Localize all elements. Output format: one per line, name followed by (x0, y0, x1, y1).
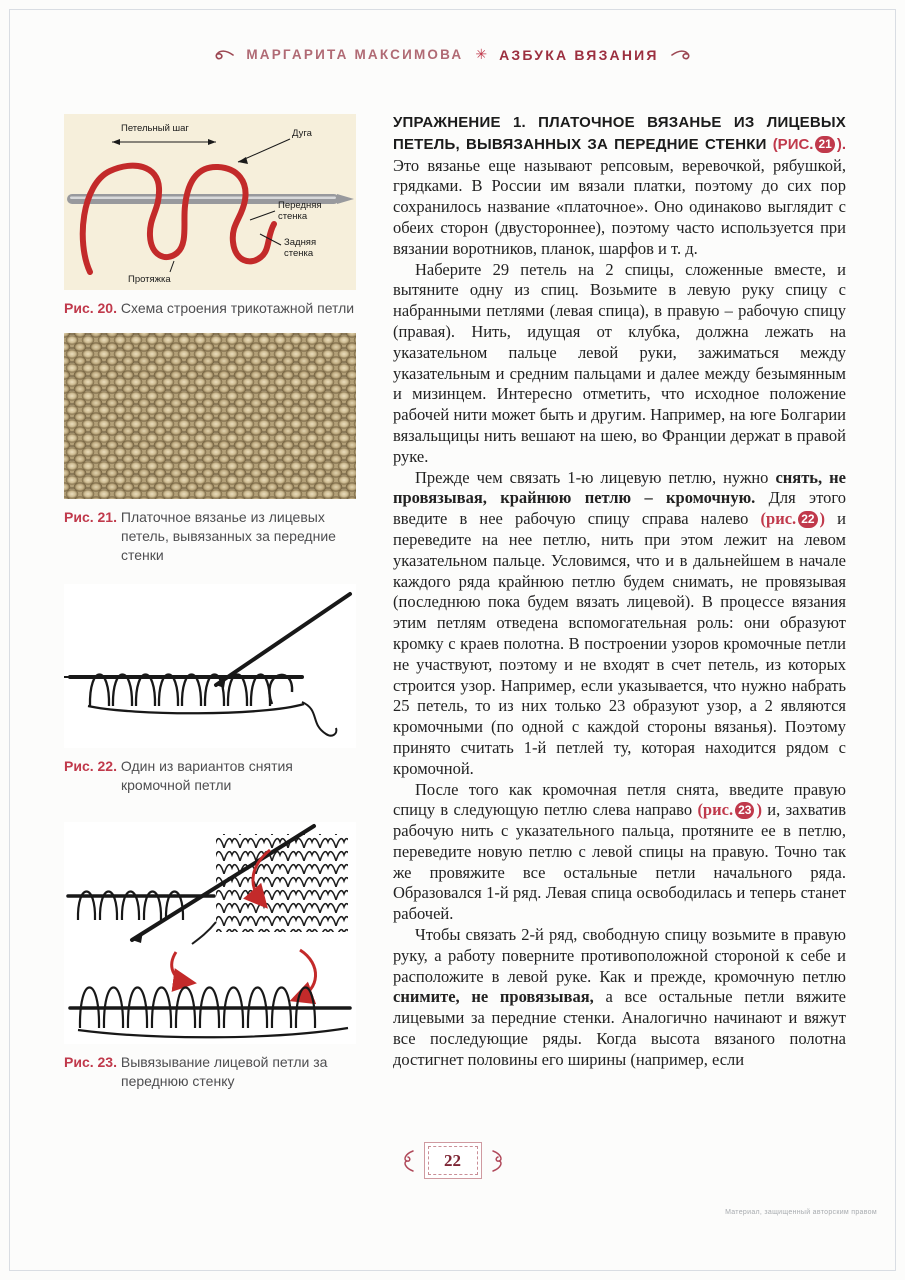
paragraph-5-text-1: Чтобы связать 2-й ряд, свободную спицу возьмите в правую руку, а работу поверните противоположной стороной к себе и расположите в левой руке. Как и прежде, кромочную петлю (393, 925, 846, 986)
knit-loop-diagram (64, 114, 356, 290)
label-arc: Дуга (292, 128, 312, 139)
header-asterisk-icon: ✳ (475, 46, 488, 62)
footer-flourish-right-icon (491, 1148, 509, 1174)
figure-21-caption-text: Платочное вязанье из лицевых петель, вывязанных за передние стенки (120, 509, 336, 563)
figure-ref-21-open: (РИС. (772, 135, 814, 153)
header-flourish-left-icon (214, 48, 234, 62)
page-footer (0, 1142, 905, 1179)
figure-22-caption (64, 757, 356, 795)
figure-ref-23-badge: 23 (735, 802, 754, 819)
page-number-box (424, 1142, 482, 1179)
figure-ref-23-open: (рис. (697, 800, 734, 820)
figure-ref-23-close: ) (756, 800, 762, 820)
paragraph-5 (393, 925, 846, 1071)
figure-ref-22-open: (рис. (760, 509, 797, 529)
label-front-wall-2: стенка (278, 211, 308, 222)
edge-stitch-diagram (64, 584, 356, 748)
paragraph-3 (393, 468, 846, 780)
figure-23-caption-label: Рис. 23. (64, 1054, 117, 1070)
header-author: МАРГАРИТА МАКСИМОВА (246, 47, 464, 62)
figure-20-caption-text: Схема строения трикотажной петли (120, 300, 355, 316)
label-loop-step: Петельный шаг (121, 123, 189, 134)
figure-22-image (64, 584, 356, 748)
figure-21-caption (64, 508, 356, 565)
figure-23-image (64, 822, 356, 1044)
figure-23-caption-text: Вывязывание лицевой петли за переднюю стенку (120, 1054, 328, 1089)
paragraph-5-text-2: а все остальные петли вяжите лицевыми за передние стенки. Аналогично начинают и вяжут все последующие ряды. Когда высота вязаного полотна достигнет половины его ширины (например, если (393, 987, 846, 1069)
figure-20 (64, 114, 356, 318)
page-number: 22 (444, 1150, 461, 1170)
label-back-wall-2: стенка (284, 248, 314, 259)
figure-22 (64, 584, 356, 795)
paragraph-4-text-1: После того как кромочная петля снята, введите правую спицу в следующую петлю слева направо (393, 779, 846, 820)
paragraph-3-text-2: Для этого введите в нее рабочую спицу справа налево (393, 488, 846, 529)
red-yarn (83, 166, 274, 272)
label-back-wall-1: Задняя (284, 237, 317, 248)
header-book-title: АЗБУКА ВЯЗАНИЯ (499, 46, 659, 63)
paragraph-3-text-1: Прежде чем связать 1-ю лицевую петлю, нужно (415, 467, 776, 487)
figure-21 (64, 333, 356, 565)
figure-20-image (64, 114, 356, 290)
figure-column (64, 114, 356, 1091)
figure-23-caption (64, 1053, 356, 1091)
figure-22-caption-label: Рис. 22. (64, 758, 117, 774)
header-flourish-right-icon (671, 48, 691, 62)
figure-ref-22-close: ) (819, 509, 826, 529)
figure-22-caption-text: Один из вариантов снятия кромочной петли (120, 758, 293, 793)
paragraph-exercise-1 (393, 112, 846, 260)
paragraph-4 (393, 780, 846, 926)
paragraph-2-text: Наберите 29 петель на 2 спицы, сложенные вместе, и вытяните одну из спиц. Возьмите в левую руку спицу с набранными петлями (левая спица), в правую – рабочую спицу (правая). Нить, идущая от клубка, должна лежать на указательном пальце левой руки, зажиматься между указательным и средним пальцами и далее между безымянным и мизинцем. Интересно отметить, что исходное положение рабочей нити может быть и другим. Например, на юге Болгарии вязальщицы нить вешают на шею, во Франции держат в правой руке. (393, 259, 846, 466)
copyright-watermark: Материал, защищенный авторским правом (725, 1209, 877, 1216)
knit-stitch-diagram (64, 822, 356, 1044)
figure-ref-21-close: ). (836, 135, 846, 153)
paragraph-3-bold: снять, не провязывая, крайнюю петлю – кромочную. (393, 467, 846, 508)
label-float: Протяжка (128, 274, 171, 285)
figure-21-image (64, 333, 356, 499)
running-header (0, 46, 905, 63)
figure-20-caption (64, 299, 356, 318)
exercise-heading: УПРАЖНЕНИЕ 1. ПЛАТОЧНОЕ ВЯЗАНЬЕ ИЗ ЛИЦЕВЫХ ПЕТЕЛЬ, ВЫВЯЗАННЫХ ЗА ПЕРЕДНИЕ СТЕНКИ (393, 114, 846, 153)
figure-21-caption-label: Рис. 21. (64, 509, 117, 525)
figure-ref-22-badge: 22 (798, 511, 817, 528)
figure-23 (64, 822, 356, 1091)
figure-ref-21-badge: 21 (815, 136, 834, 153)
paragraph-5-bold: снимите, не провязывая, (393, 987, 594, 1007)
footer-flourish-left-icon (397, 1148, 415, 1174)
label-front-wall-1: Передняя (278, 200, 322, 211)
paragraph-3-text-3: и переведите на нее петлю, нить при этом лежит на левом указательном пальце. Условимся, что и в дальнейшем в начале каждого ряда крайнюю петлю будем снимать, не провязывая (последнюю пока будем вязать лицевой). В процессе вязания этим петлям отведена вспомогательная роль: они образуют кромку с краев полотна. В построении узоров кромочные петли не участвуют, поэтому и не входят в счет петель, из которых строится узор. Например, если указывается, что нужно набрать 25 петель, то из них только 23 образуют узор, а 2 являются кромочными (по одной с каждой стороны вязанья). Поэтому принято считать 1-й петлей ту, которая находится рядом с кромочной. (393, 509, 846, 778)
body-text-column (393, 112, 846, 1071)
figure-20-caption-label: Рис. 20. (64, 300, 117, 316)
paragraph-1-text: Это вязанье еще называют репсовым, веревочкой, рябушкой, грядками. В России им вязали платки, поэтому до сих пор сохранилось название «платочное». Оно одинаково выглядит с обеих сторон (двустороннее), поэтому часто используется при вязании воротников, планок, шарфов и т. д. (393, 155, 846, 258)
paragraph-2 (393, 260, 846, 468)
paragraph-4-text-2: и, захватив рабочую нить с указательного пальца, протяните ее в петлю, переведите новую петлю с левой спицы на правую. Точно так же провяжите все остальные петли начального ряда. Образовался 1-й ряд. Левая спица освободилась и теперь станет рабочей. (393, 800, 846, 924)
